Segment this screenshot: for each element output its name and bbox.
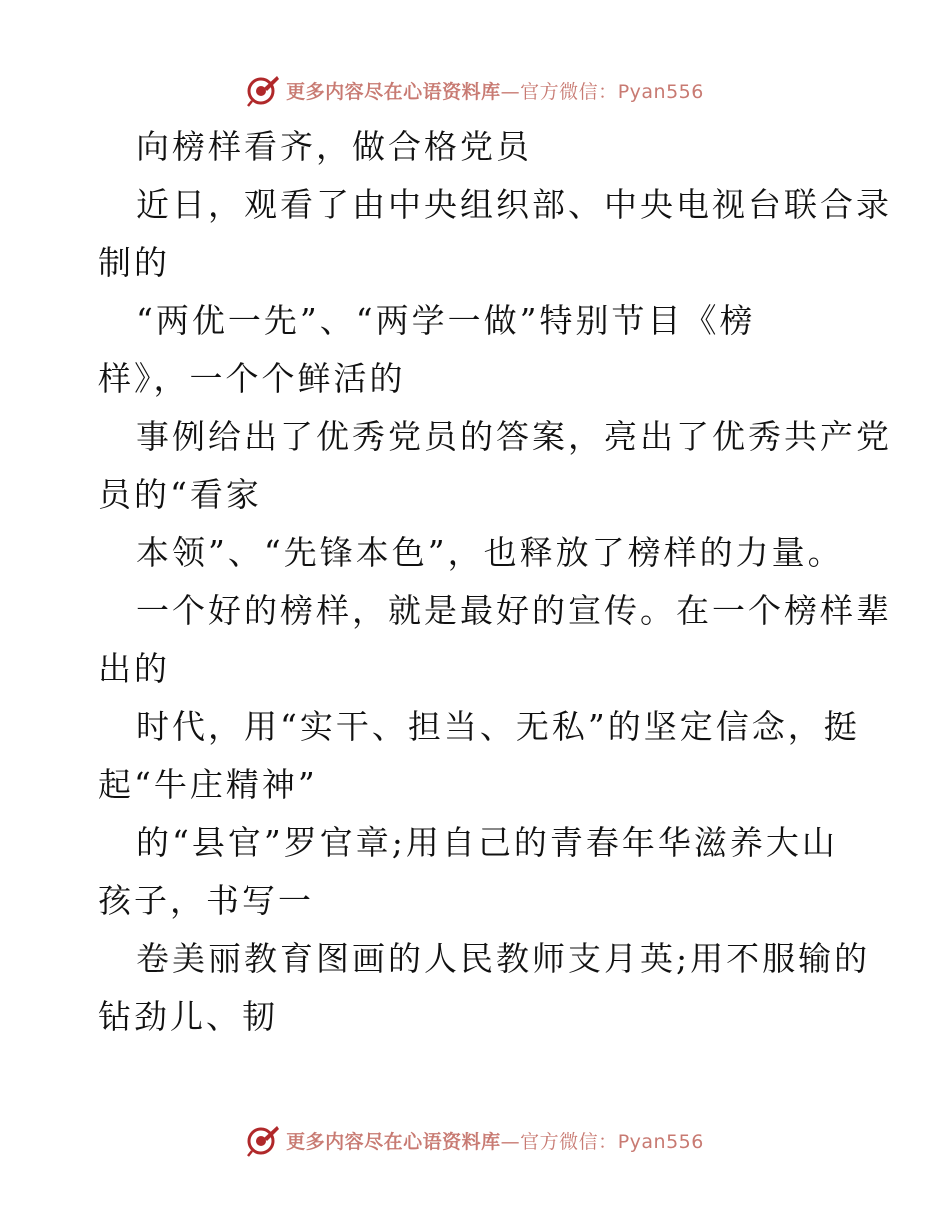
text-line: 事例给出了优秀党员的答案，亮出了优秀共产党: [136, 417, 892, 456]
text-line: 钻劲儿、韧: [98, 997, 278, 1036]
footer-banner-text: [286, 1127, 704, 1154]
header-banner: [0, 70, 950, 110]
document-body: [98, 118, 892, 1046]
footer-wechat-id: Pyan556: [617, 1130, 704, 1153]
header-site-name: 更多内容尽在心语资料库: [286, 80, 501, 103]
header-wechat-id: Pyan556: [617, 80, 704, 103]
text-line: 的“县官”罗官章;用自己的青春年华滋养大山: [136, 823, 838, 862]
text-line: 时代，用“实干、担当、无私”的坚定信念，挺: [136, 707, 860, 746]
text-line: 出的: [98, 649, 170, 688]
text-line: 向榜样看齐，做合格党员: [136, 127, 532, 166]
header-wechat-label: 官方微信：: [520, 80, 618, 103]
footer-separator: —: [500, 1130, 521, 1153]
text-line: 孩子，书写一: [98, 881, 314, 920]
header-banner-text: [286, 77, 704, 104]
footer-site-name: 更多内容尽在心语资料库: [286, 1130, 501, 1153]
text-line: 一个好的榜样，就是最好的宣传。在一个榜样辈: [136, 591, 892, 630]
text-line: 卷美丽教育图画的人民教师支月英;用不服输的: [136, 939, 871, 978]
text-line: 制的: [98, 243, 170, 282]
text-line: 本领”、“先锋本色”，也释放了榜样的力量。: [136, 533, 844, 572]
text-line: 员的“看家: [98, 475, 262, 514]
text-line: 样》，一个个鲜活的: [98, 359, 406, 398]
footer-banner: [0, 1120, 950, 1160]
pen-nib-circle-logo-icon: [246, 1123, 280, 1157]
text-line: “两优一先”、“两学一做”特别节目《榜: [136, 301, 756, 340]
text-line: 近日，观看了由中央组织部、中央电视台联合录: [136, 185, 892, 224]
footer-wechat-label: 官方微信：: [520, 1130, 618, 1153]
header-separator: —: [500, 80, 521, 103]
pen-nib-circle-logo-icon: [246, 73, 280, 107]
text-line: 起“牛庄精神”: [98, 765, 318, 804]
